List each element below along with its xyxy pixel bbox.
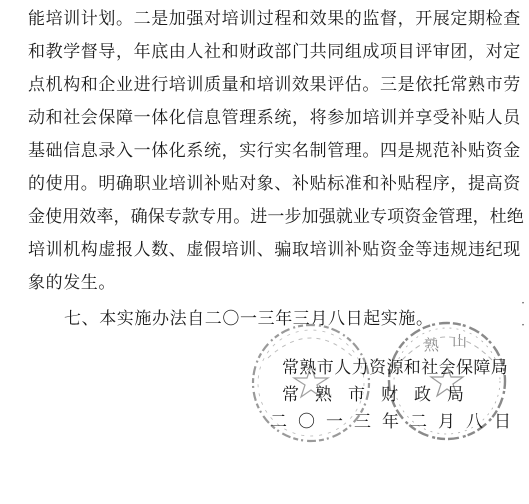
paragraph-line-5: 基础信息录入一体化系统，实行实名制管理。四是规范补贴资金 xyxy=(28,141,521,161)
paragraph-line-6: 的使用。明确职业培训补贴对象、补贴标准和补贴程序，提高资 xyxy=(28,174,521,194)
paragraph-line-4: 动和社会保障一体化信息管理系统，将参加培训并享受补贴人员 xyxy=(28,108,521,128)
paragraph-line-3: 点机构和企业进行培训质量和培训效果评估。三是依托常熟市劳 xyxy=(28,75,521,95)
paragraph-line-1: 能培训计划。二是加强对培训过程和效果的监督，开展定期检查 xyxy=(28,9,521,29)
issue-date: 二〇一三年二月八日 xyxy=(270,412,522,432)
paragraph-line-7: 金使用效率，确保专款专用。进一步加强就业专项资金管理，杜绝 xyxy=(28,207,524,227)
paragraph-line-8: 培训机构虚报人数、虚假培训、骗取培训补贴资金等违规违纪现 xyxy=(28,240,521,260)
issuer-hr-bureau: 常熟市人力资源和社会保障局 xyxy=(282,358,509,378)
paragraph-line-2: 和教学督导，年底由人社和财政部门共同组成项目评审团，对定 xyxy=(28,42,521,62)
svg-text:熟: 熟 xyxy=(424,336,440,354)
scan-artifact-mark: · xyxy=(521,318,525,332)
scan-artifact-mark: · xyxy=(521,296,525,310)
svg-text:山: 山 xyxy=(452,332,468,350)
paragraph-line-9: 象的发生。 xyxy=(28,273,116,293)
issuer-finance-bureau: 常熟市财政局 xyxy=(282,385,480,405)
article-seven: 七、本实施办法自二〇一三年三月八日起实施。 xyxy=(64,309,434,329)
